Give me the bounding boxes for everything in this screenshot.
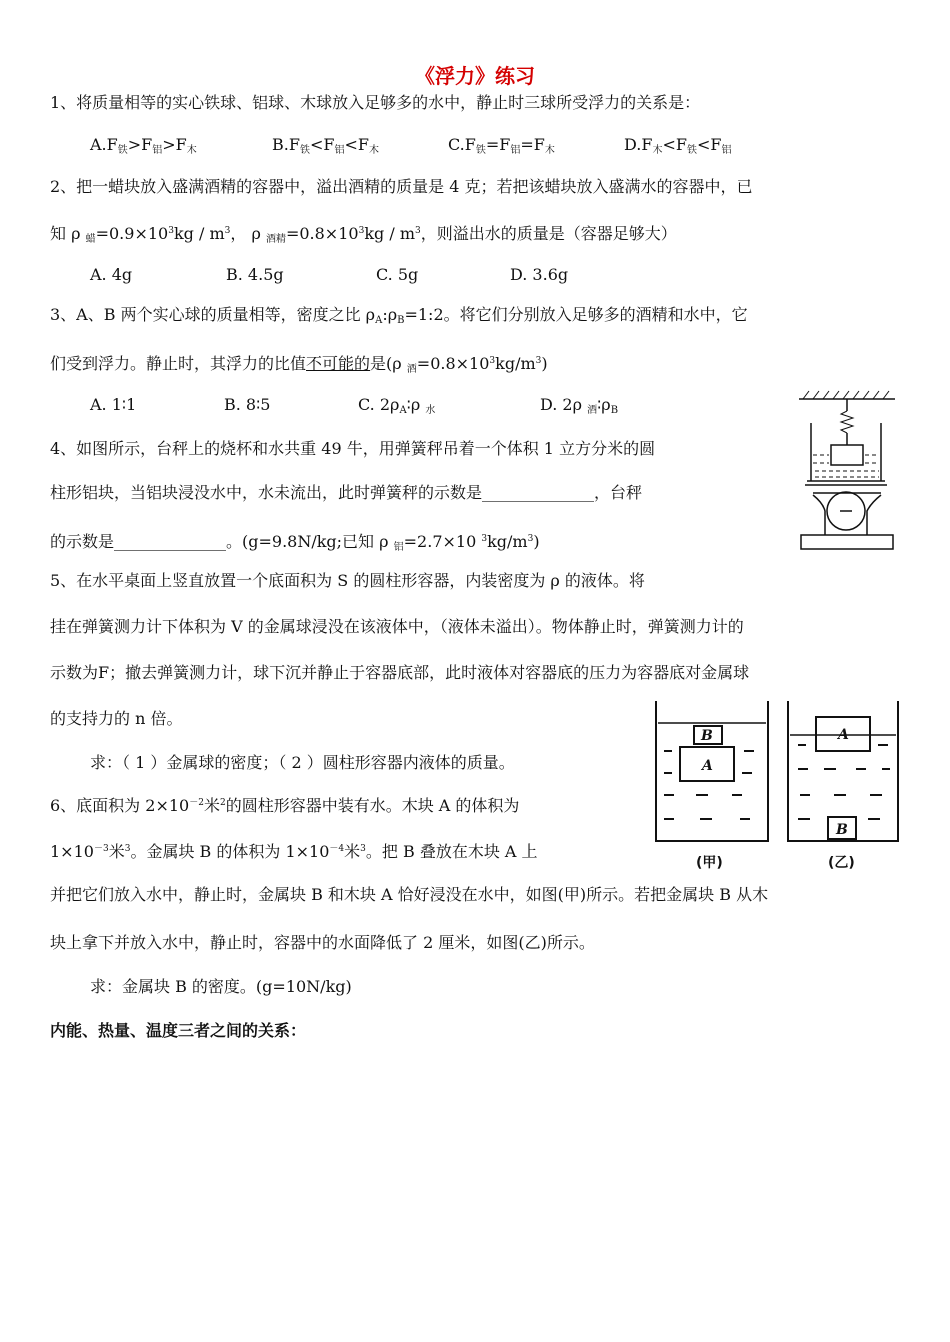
q6-line1: 6、底面积为 $2\times 10^{-2}$米$^2$的圆柱形容器中装有水。木块 A 的体积为 bbox=[50, 796, 520, 815]
q5-line1: 5、在水平桌面上竖直放置一个底面积为 S 的圆柱形容器，内装密度为 ρ 的液体。将 bbox=[50, 571, 645, 590]
q3-option-b: B. 8∶5 bbox=[224, 395, 271, 414]
fig-label-b-right: B bbox=[836, 822, 848, 838]
q3-option-d: D. 2ρ $_酒∶\rho_B$ bbox=[540, 395, 619, 416]
q5-line2: 挂在弹簧测力计下体积为 V 的金属球浸没在该液体中，（液体未溢出）。物体静止时，弹簧测力计的 bbox=[50, 617, 744, 636]
q4-figure bbox=[795, 385, 905, 555]
q7-heading: 内能、热量、温度三者之间的关系： bbox=[50, 1021, 307, 1040]
q1-option-d: $D.F_木<F_铁<F_铝$ bbox=[624, 135, 732, 156]
q1-stem: 1、将质量相等的实心铁球、铝球、木球放入足够多的水中，静止时三球所受浮力的关系是： bbox=[50, 93, 701, 112]
fig-caption-right: (乙) bbox=[828, 855, 855, 871]
q3-line2: 们受到浮力。静止时，其浮力的比值不可能的是(ρ $_酒=0.8\times 10^3kg/m^3$) bbox=[50, 354, 548, 375]
fig-label-b-left: B bbox=[701, 728, 713, 744]
q6-line2: $1\times 10^{-3}$米$^3$。金属块 B 的体积为 $1\times 10^{-4}$米$^3$。把 B 叠放在木块 A 上 bbox=[50, 842, 538, 861]
q6-line4: 块上拿下并放入水中，静止时，容器中的水面降低了 2 厘米，如图(乙)所示。 bbox=[50, 933, 595, 952]
q4-line1: 4、如图所示，台秤上的烧杯和水共重 49 牛，用弹簧秤吊着一个体积 1 立方分米的圆 bbox=[50, 439, 656, 458]
q6-line5: 求：金属块 B 的密度。(g=10N/kg) bbox=[90, 977, 352, 996]
q2-option-b: B. 4.5g bbox=[226, 265, 284, 284]
q2-line1: 2、把一蜡块放入盛满酒精的容器中，溢出酒精的质量是 4 克；若把该蜡块放入盛满水的容器中，已 bbox=[50, 177, 753, 196]
q2-option-c: C. 5g bbox=[376, 265, 419, 284]
q5-line3: 示数为F；撤去弹簧测力计，球下沉并静止于容器底部，此时液体对容器底的压力为容器底对金属球 bbox=[50, 663, 750, 682]
fig-label-a-right: A bbox=[838, 727, 849, 743]
fig-caption-left: (甲) bbox=[696, 855, 723, 871]
q1-option-b: $B.F_铁<F_铝<F_木$ bbox=[272, 135, 379, 156]
fig-label-a-left: A bbox=[702, 758, 713, 774]
q4-line3: 的示数是______________。(g=9.8N/kg;已知 ρ $_铝$=2.7×10 $^3kg/m^3$) bbox=[50, 532, 540, 553]
q3-option-a: A. 1∶1 bbox=[90, 395, 137, 414]
q2-option-d: D. 3.6g bbox=[510, 265, 569, 284]
q5-line4: 的支持力的 n 倍。 bbox=[50, 709, 183, 728]
q5-line5: 求：（ 1 ）金属球的密度；（ 2 ）圆柱形容器内液体的质量。 bbox=[90, 753, 515, 772]
q6-line3: 并把它们放入水中，静止时，金属块 B 和木块 A 恰好浸没在水中，如图(甲)所示。若把金属块 B 从木 bbox=[50, 885, 769, 904]
q3-option-c: C. $2\rho_A∶\rho$ $_水$ bbox=[358, 395, 436, 416]
q2-option-a: A. 4g bbox=[90, 265, 133, 284]
q1-option-c: $C.F_铁=F_铝=F_木$ bbox=[448, 135, 555, 156]
q3-line1: 3、A、B 两个实心球的质量相等，密度之比 $\rho_A:\rho_B=1:2$。将它们分别放入足够多的酒精和水中，它 bbox=[50, 305, 748, 326]
q6-figure bbox=[650, 695, 900, 875]
q1-option-a: $A.F_铁>F_铝>F_木$ bbox=[90, 135, 197, 156]
q4-line2: 柱形铝块，当铝块浸没水中，水未流出，此时弹簧秤的示数是______________，台秤 bbox=[50, 483, 643, 502]
page-title: 《浮力》练习 bbox=[415, 64, 535, 88]
q2-line2: 知 ρ $_蜡=0.9\times 10^3kg / m^3$， ρ $_{酒精}=0.8\times 10^3kg / m^3$，则溢出水的质量是（容器足够大） bbox=[50, 224, 677, 245]
